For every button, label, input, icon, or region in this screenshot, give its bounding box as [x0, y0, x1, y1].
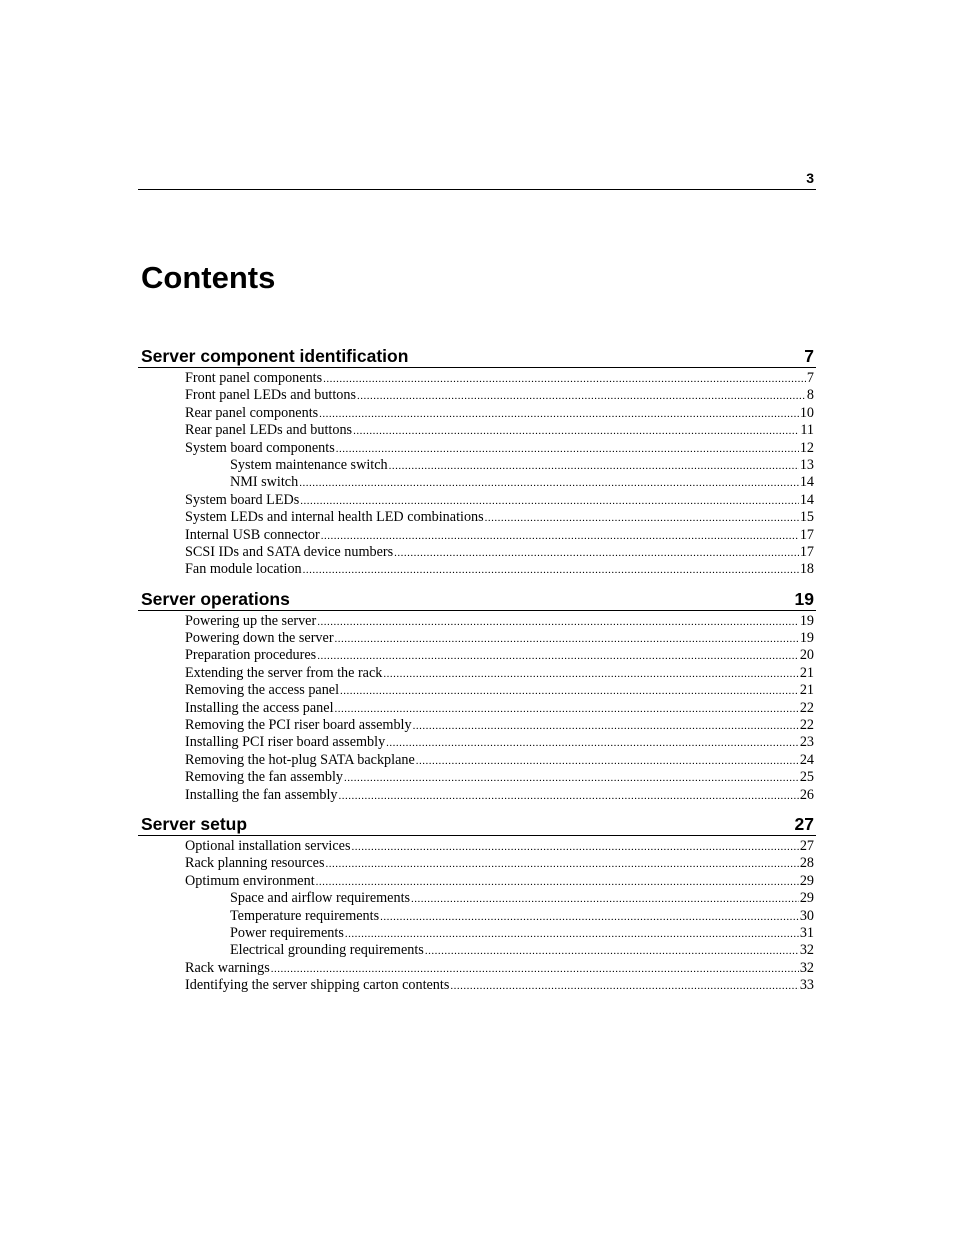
toc-entry-label: Fan module location	[185, 561, 302, 578]
toc-entry-label: Rack planning resources	[185, 855, 325, 872]
toc-entry-page-number: 11	[800, 422, 814, 439]
dot-leader	[413, 718, 799, 735]
toc-entry-page-number: 32	[799, 959, 814, 976]
toc-entry-label: Powering up the server	[185, 612, 317, 629]
toc-entry-page-number: 19	[799, 630, 814, 647]
toc-entry-page-number: 10	[799, 404, 814, 421]
dot-leader	[485, 510, 799, 527]
toc-entry[interactable]	[138, 700, 816, 717]
toc-entry[interactable]	[138, 630, 816, 647]
toc-entry-page-number: 32	[799, 942, 814, 959]
dot-leader	[386, 735, 799, 752]
toc-entry-list	[138, 836, 816, 995]
toc-entry[interactable]	[138, 787, 816, 804]
toc-entry[interactable]	[138, 769, 816, 786]
toc-entry[interactable]	[138, 474, 816, 491]
toc-entry-label: Space and airflow requirements	[230, 890, 411, 907]
toc-entry-page-number: 13	[799, 456, 814, 473]
toc-entry-page-number: 14	[799, 474, 814, 491]
toc-entry[interactable]	[138, 942, 816, 959]
section-title: Server setup	[141, 813, 248, 834]
toc-entry-label: Temperature requirements	[230, 907, 380, 924]
toc-entry[interactable]	[138, 613, 816, 630]
toc-entry-label: Installing the access panel	[185, 699, 334, 716]
dot-leader	[380, 909, 799, 926]
toc-entry-label: Power requirements	[230, 924, 344, 941]
toc-entry[interactable]	[138, 682, 816, 699]
toc-entry[interactable]	[138, 977, 816, 994]
toc-entry-label: Optimum environment	[185, 872, 315, 889]
dot-leader	[271, 961, 799, 978]
toc-entry-label: System LEDs and internal health LED combinations	[185, 509, 484, 526]
dot-leader	[416, 753, 799, 770]
toc-entry-label: System board LEDs	[185, 491, 300, 508]
toc-entry-page-number: 29	[799, 890, 814, 907]
toc-entry-label: Installing PCI riser board assembly	[185, 734, 386, 751]
toc-entry[interactable]	[138, 665, 816, 682]
dot-leader	[335, 701, 799, 718]
dot-leader	[316, 874, 799, 891]
toc-entry[interactable]	[138, 492, 816, 509]
toc-entry-page-number: 23	[799, 734, 814, 751]
toc-entry[interactable]	[138, 838, 816, 855]
toc-entry[interactable]	[138, 457, 816, 474]
toc-entry-page-number: 19	[799, 612, 814, 629]
toc-entry[interactable]	[138, 509, 816, 526]
toc-entry-label: Internal USB connector	[185, 526, 320, 543]
dot-leader	[319, 406, 799, 423]
dot-leader	[353, 423, 799, 440]
dot-leader	[450, 978, 798, 995]
toc-entry-label: Removing the access panel	[185, 682, 340, 699]
toc-entry-page-number: 20	[799, 647, 814, 664]
dot-leader	[394, 545, 799, 562]
toc-section	[138, 586, 816, 804]
toc-entry-page-number: 21	[799, 682, 814, 699]
toc-entry-page-number: 17	[799, 543, 814, 560]
toc-entry[interactable]	[138, 561, 816, 578]
toc-entry-page-number: 22	[799, 717, 814, 734]
toc-entry-label: System board components	[185, 439, 335, 456]
toc-section-heading[interactable]	[138, 343, 816, 368]
toc-entry-page-number: 7	[806, 370, 814, 386]
toc-entry[interactable]	[138, 890, 816, 907]
dot-leader	[303, 562, 799, 579]
toc-entry-page-number: 25	[799, 769, 814, 786]
toc-entry[interactable]	[138, 908, 816, 925]
toc-entry-page-number: 12	[799, 439, 814, 456]
dot-leader	[317, 648, 799, 665]
toc-entry-page-number: 30	[799, 907, 814, 924]
section-page-number: 27	[794, 813, 814, 834]
toc-entry[interactable]	[138, 405, 816, 422]
toc-entry-page-number: 26	[799, 786, 814, 803]
toc-entry-page-number: 21	[799, 664, 814, 681]
section-title: Server component identification	[141, 346, 409, 366]
section-page-number: 19	[794, 588, 814, 609]
toc-entry[interactable]	[138, 440, 816, 457]
toc-entry-label: Front panel LEDs and buttons	[185, 387, 357, 404]
toc-entry-label: Rack warnings	[185, 959, 270, 976]
dot-leader	[317, 614, 799, 631]
toc-entry-page-number: 28	[799, 855, 814, 872]
dot-leader	[411, 891, 799, 908]
toc-entry-page-number: 14	[799, 491, 814, 508]
toc-entry-page-number: 22	[799, 699, 814, 716]
toc-entry-label: Removing the fan assembly	[185, 769, 344, 786]
toc-entry[interactable]	[138, 387, 816, 404]
toc-section-heading[interactable]	[138, 811, 816, 836]
toc-entry-label: SCSI IDs and SATA device numbers	[185, 543, 394, 560]
toc-entry-label: System maintenance switch	[230, 456, 388, 473]
toc-entry-label: Optional installation services	[185, 837, 351, 854]
dot-leader	[383, 666, 798, 683]
toc-entry[interactable]	[138, 370, 816, 387]
dot-leader	[299, 475, 799, 492]
dot-leader	[335, 631, 799, 648]
page-number: 3	[806, 170, 814, 186]
dot-leader	[336, 441, 799, 458]
toc-entry[interactable]	[138, 422, 816, 439]
toc-section	[138, 811, 816, 995]
toc-entry-label: Front panel components	[185, 370, 323, 386]
section-title: Server operations	[141, 588, 290, 609]
toc-entry[interactable]	[138, 527, 816, 544]
toc-entry[interactable]	[138, 647, 816, 664]
section-page-number: 7	[804, 346, 814, 366]
toc-entry[interactable]	[138, 717, 816, 734]
toc-entry-page-number: 29	[799, 872, 814, 889]
toc-entry[interactable]	[138, 734, 816, 751]
toc-entry-label: Rear panel components	[185, 404, 319, 421]
toc-entry[interactable]	[138, 544, 816, 561]
toc-entry-list	[138, 368, 816, 579]
toc-entry-page-number: 8	[806, 387, 814, 404]
toc-section	[138, 343, 816, 579]
toc-entry-page-number: 27	[799, 837, 814, 854]
toc-entry-label: Powering down the server	[185, 630, 334, 647]
toc-entry-label: NMI switch	[230, 474, 299, 491]
dot-leader	[425, 943, 799, 960]
toc-entry-label: Preparation procedures	[185, 647, 317, 664]
toc-section-heading[interactable]	[138, 586, 816, 611]
dot-leader	[325, 856, 798, 873]
toc-entry-label: Removing the hot-plug SATA backplane	[185, 751, 415, 768]
toc-entry[interactable]	[138, 873, 816, 890]
toc-entry-label: Identifying the server shipping carton contents	[185, 977, 450, 994]
dot-leader	[321, 528, 799, 545]
dot-leader	[300, 493, 799, 510]
dot-leader	[338, 788, 798, 805]
toc-entry-label: Installing the fan assembly	[185, 786, 338, 803]
toc-entry-page-number: 17	[799, 526, 814, 543]
page-header	[138, 168, 816, 190]
toc-entry-label: Electrical grounding requirements	[230, 942, 424, 959]
toc-entry[interactable]	[138, 855, 816, 872]
dot-leader	[345, 926, 799, 943]
dot-leader	[357, 388, 806, 405]
toc-entry-page-number: 18	[799, 561, 814, 578]
toc-entry-page-number: 15	[799, 509, 814, 526]
toc-entry[interactable]	[138, 925, 816, 942]
toc-entry-label: Rear panel LEDs and buttons	[185, 422, 353, 439]
dot-leader	[340, 683, 799, 700]
toc-entry-page-number: 33	[799, 977, 814, 994]
toc-entry-label: Removing the PCI riser board assembly	[185, 717, 412, 734]
toc-entry-list	[138, 611, 816, 804]
toc-entry-page-number: 24	[799, 751, 814, 768]
page-title: Contents	[141, 260, 276, 295]
dot-leader	[351, 839, 798, 856]
table-of-contents	[138, 343, 816, 1002]
toc-entry[interactable]	[138, 960, 816, 977]
dot-leader	[389, 458, 799, 475]
toc-entry-label: Extending the server from the rack	[185, 664, 383, 681]
toc-entry-page-number: 31	[799, 924, 814, 941]
dot-leader	[323, 371, 806, 388]
dot-leader	[344, 770, 799, 787]
toc-entry[interactable]	[138, 752, 816, 769]
